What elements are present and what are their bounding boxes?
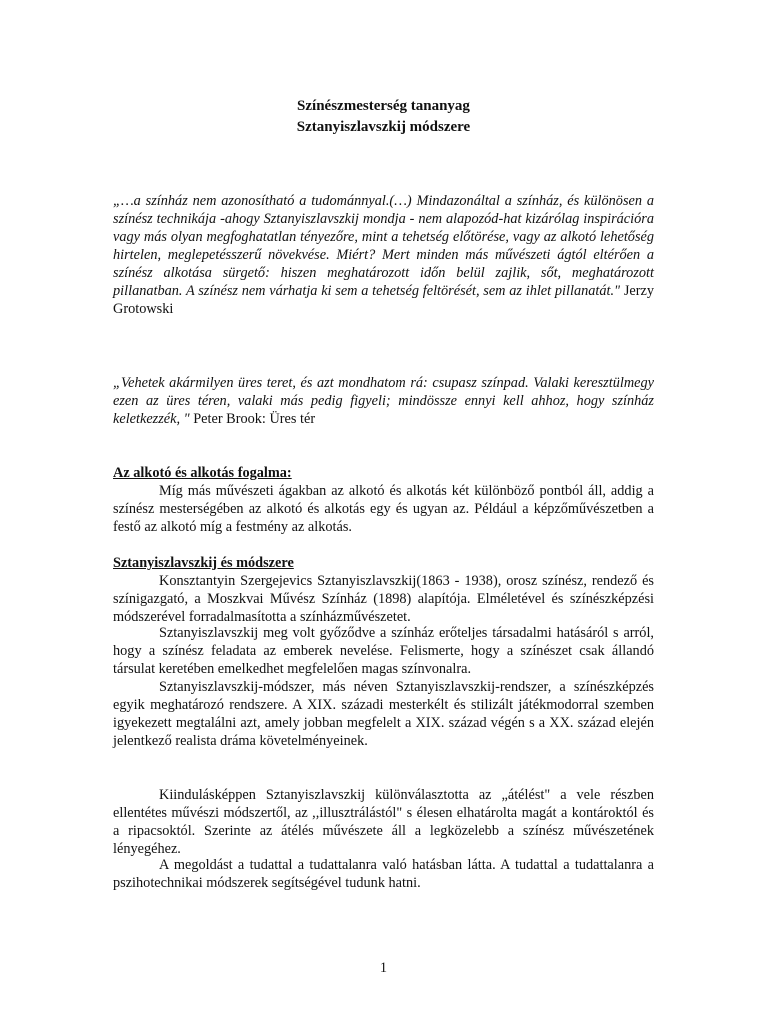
section-paragraph: A megoldást a tudattal a tudattalanra való hatásban látta. A tudattal a tudattalanra a pszihotechnikai módszerek segítségével tudunk hatni. — [113, 857, 654, 891]
page-number: 1 — [379, 960, 388, 976]
quote-text: „…a színház nem azonosítható a tudománnyal.(…) Mindazonáltal a színház, és különösen a színész technikája -ahogy Sztanyiszlavszkij mondja - nem alapozód-hat kizárólag inspirációra vagy más olyan megfoghatatlan tényezőre, mint a tehetség előtörése, vagy az alkotó lehetőség hirtelen, meglepetésszerű növekvése. Miért? Mert minden más művészeti ágtól eltérően a színész alkotása sürgető: hiszen meghatározott időn belül zajlik, sőt, meghatározott pillanatban. A színész nem várhatja ki sem a tehetség feltörését, sem az ihlet pillanatát." — [113, 193, 654, 299]
quote-text: „Vehetek akármilyen üres teret, és azt mondhatom rá: csupasz színpad. Valaki keresztülmegy ezen az üres téren, valaki más pedig figyeli; mindössze ennyi kell ahhoz, hogy színház keletkezzék, " — [113, 375, 654, 427]
document-title — [113, 96, 654, 138]
title-line-1: Színészmesterség tananyag — [297, 98, 470, 114]
grotowski-quote — [113, 192, 654, 318]
section-paragraph: Konsztantyin Szergejevics Sztanyiszlavszkij(1863 - 1938), orosz színész, rendező és színigazgató, a Moszkvai Művész Színház (1898) alapítója. Elméletével és színészképzési módszerével forradalmasította a színházművészetet. — [113, 573, 654, 625]
section-heading-creator: Az alkotó és alkotás fogalma: — [113, 465, 292, 481]
section-paragraph: Sztanyiszlavszkij meg volt győződve a színház erőteljes társadalmi hatásáról s arról, hogy a színész feladata az emberek nevelése. Felismerte, hogy a színészet csak állandó társulat keretében emelkedhet megfelelően magas színvonalra. — [113, 625, 654, 677]
section-paragraph: Míg más művészeti ágakban az alkotó és alkotás két különböző pontból áll, addig a színész mesterségében az alkotó és alkotás egy és ugyan az. Például a képzőművészetben a festő az alkotó míg a festmény az alkotás. — [113, 483, 654, 535]
section-paragraph: Kiindulásképpen Sztanyiszlavszkij különválasztotta az „átélést" a vele részben ellentétes művészi módszertől, az ,,illusztrálástól" s élesen elhatárolta magát a kontároktól és a ripacsoktól. Szerinte az átélés művészete áll a legközelebb a színész művészetének lényegéhez. — [113, 787, 654, 857]
quote-attribution: Peter Brook: Üres tér — [193, 411, 316, 427]
title-line-2: Sztanyiszlavszkij módszere — [296, 119, 471, 135]
section-paragraph: Sztanyiszlavszkij-módszer, más néven Sztanyiszlavszkij-rendszer, a színészképzés egyik meghatározó rendszere. A XIX. századi mesterkélt és stilizált játékmodorral szemben igyekezett megtalálni azt, amely jobban megfelelt a XIX. század végén s a XX. század elején jelentkező realista dráma követelményeinek. — [113, 679, 654, 749]
brook-quote — [113, 374, 654, 428]
quote-attribution: Jerzy Grotowski — [113, 283, 654, 317]
section-heading-method: Sztanyiszlavszkij és módszere — [113, 555, 294, 571]
